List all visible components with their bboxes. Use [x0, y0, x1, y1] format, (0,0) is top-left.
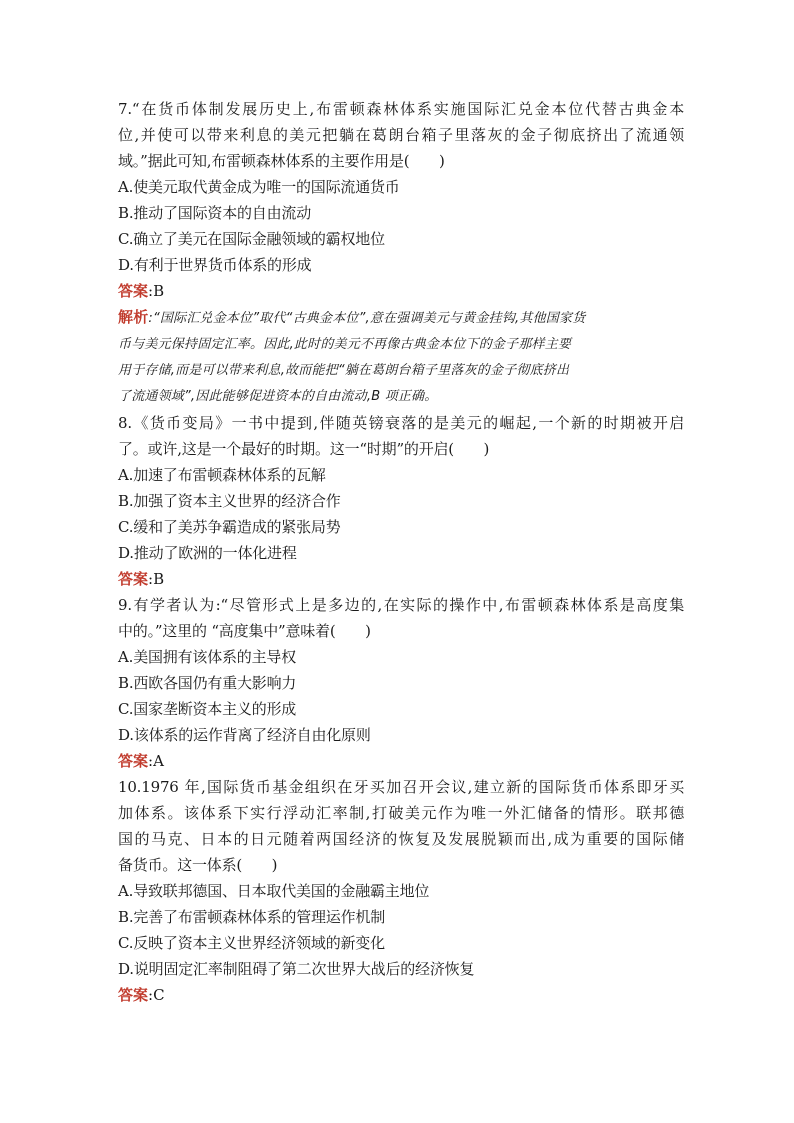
- option-a: A.使美元取代黄金成为唯一的国际流通货币: [118, 178, 400, 196]
- option-b: B.西欧各国仍有重大影响力: [118, 674, 297, 692]
- option-d: D.该体系的运作背离了经济自由化原则: [118, 726, 371, 744]
- question-stem-line: 域。”据此可知,布雷顿森林体系的主要作用是( ): [118, 152, 445, 170]
- analysis-line: [118, 304, 684, 332]
- option-a: A.加速了布雷顿森林体系的瓦解: [118, 466, 326, 484]
- question-stem-line: 8.《货币变局》一书中提到,伴随英镑衰落的是美元的崛起,一个新的时期被开启: [118, 414, 684, 432]
- option-a: A.导致联邦德国、日本取代美国的金融霸主地位: [118, 882, 430, 900]
- option-d: D.推动了欧洲的一体化进程: [118, 544, 297, 562]
- question-stem-line: 加体系。该体系下实行浮动汇率制,打破美元作为唯一外汇储备的情形。联邦德: [118, 804, 684, 822]
- answer-line: [118, 278, 684, 304]
- answer-value: :C: [148, 986, 165, 1004]
- question-9: [118, 592, 684, 774]
- answer-line: [118, 566, 684, 592]
- option-d: D.有利于世界货币体系的形成: [118, 256, 312, 274]
- question-stem-line: 中的。”这里的 “高度集中”意味着( ): [118, 622, 371, 640]
- option-c: C.缓和了美苏争霸造成的紧张局势: [118, 518, 341, 536]
- document-body: [118, 96, 684, 1008]
- question-stem-line: 备货币。这一体系( ): [118, 856, 278, 874]
- option-b: B.推动了国际资本的自由流动: [118, 204, 311, 222]
- answer-label: 答案: [118, 282, 149, 300]
- answer-value: :B: [148, 570, 165, 588]
- question-stem-line: 位,并使可以带来利息的美元把躺在葛朗台箱子里落灰的金子彻底挤出了流通领: [118, 126, 684, 144]
- option-b: B.完善了布雷顿森林体系的管理运作机制: [118, 908, 385, 926]
- question-stem-line: 7.“在货币体制发展历史上,布雷顿森林体系实施国际汇兑金本位代替古典金本: [118, 100, 684, 118]
- option-b: B.加强了资本主义世界的经济合作: [118, 492, 341, 510]
- question-stem-line: 了。或许,这是一个最好的时期。这一“时期”的开启( ): [118, 440, 490, 458]
- option-c: C.反映了资本主义世界经济领域的新变化: [118, 934, 385, 952]
- option-a: A.美国拥有该体系的主导权: [118, 648, 297, 666]
- analysis-text: :“国际汇兑金本位”取代“古典金本位”,意在强调美元与黄金挂钩,其他国家货: [148, 311, 586, 326]
- question-8: [118, 410, 684, 592]
- analysis-line: 用于存储,而是可以带来利息,故而能把“躺在葛朗台箱子里落灰的金子彻底挤出: [118, 363, 570, 378]
- answer-value: :B: [148, 282, 165, 300]
- answer-label: 答案: [118, 570, 149, 588]
- question-stem-line: 国的马克、日本的日元随着两国经济的恢复及发展脱颖而出,成为重要的国际储: [118, 830, 684, 848]
- question-7: [118, 96, 684, 410]
- question-stem-line: 10.1976 年,国际货币基金组织在牙买加召开会议,建立新的国际货币体系即牙买: [118, 778, 684, 796]
- option-d: D.说明固定汇率制阻碍了第二次世界大战后的经济恢复: [118, 960, 475, 978]
- answer-line: [118, 748, 684, 774]
- answer-value: :A: [148, 752, 164, 770]
- option-c: C.国家垄断资本主义的形成: [118, 700, 297, 718]
- analysis-label: 解析: [118, 308, 149, 326]
- analysis-line: 了流通领域”,因此能够促进资本的自由流动,B 项正确。: [118, 389, 438, 404]
- option-c: C.确立了美元在国际金融领域的霸权地位: [118, 230, 385, 248]
- question-10: [118, 774, 684, 1008]
- answer-label: 答案: [118, 986, 149, 1004]
- answer-line: [118, 982, 684, 1008]
- analysis-line: 币与美元保持固定汇率。因此,此时的美元不再像古典金本位下的金子那样主要: [118, 337, 572, 352]
- answer-label: 答案: [118, 752, 149, 770]
- question-stem-line: 9.有学者认为:“尽管形式上是多边的,在实际的操作中,布雷顿森林体系是高度集: [118, 596, 684, 614]
